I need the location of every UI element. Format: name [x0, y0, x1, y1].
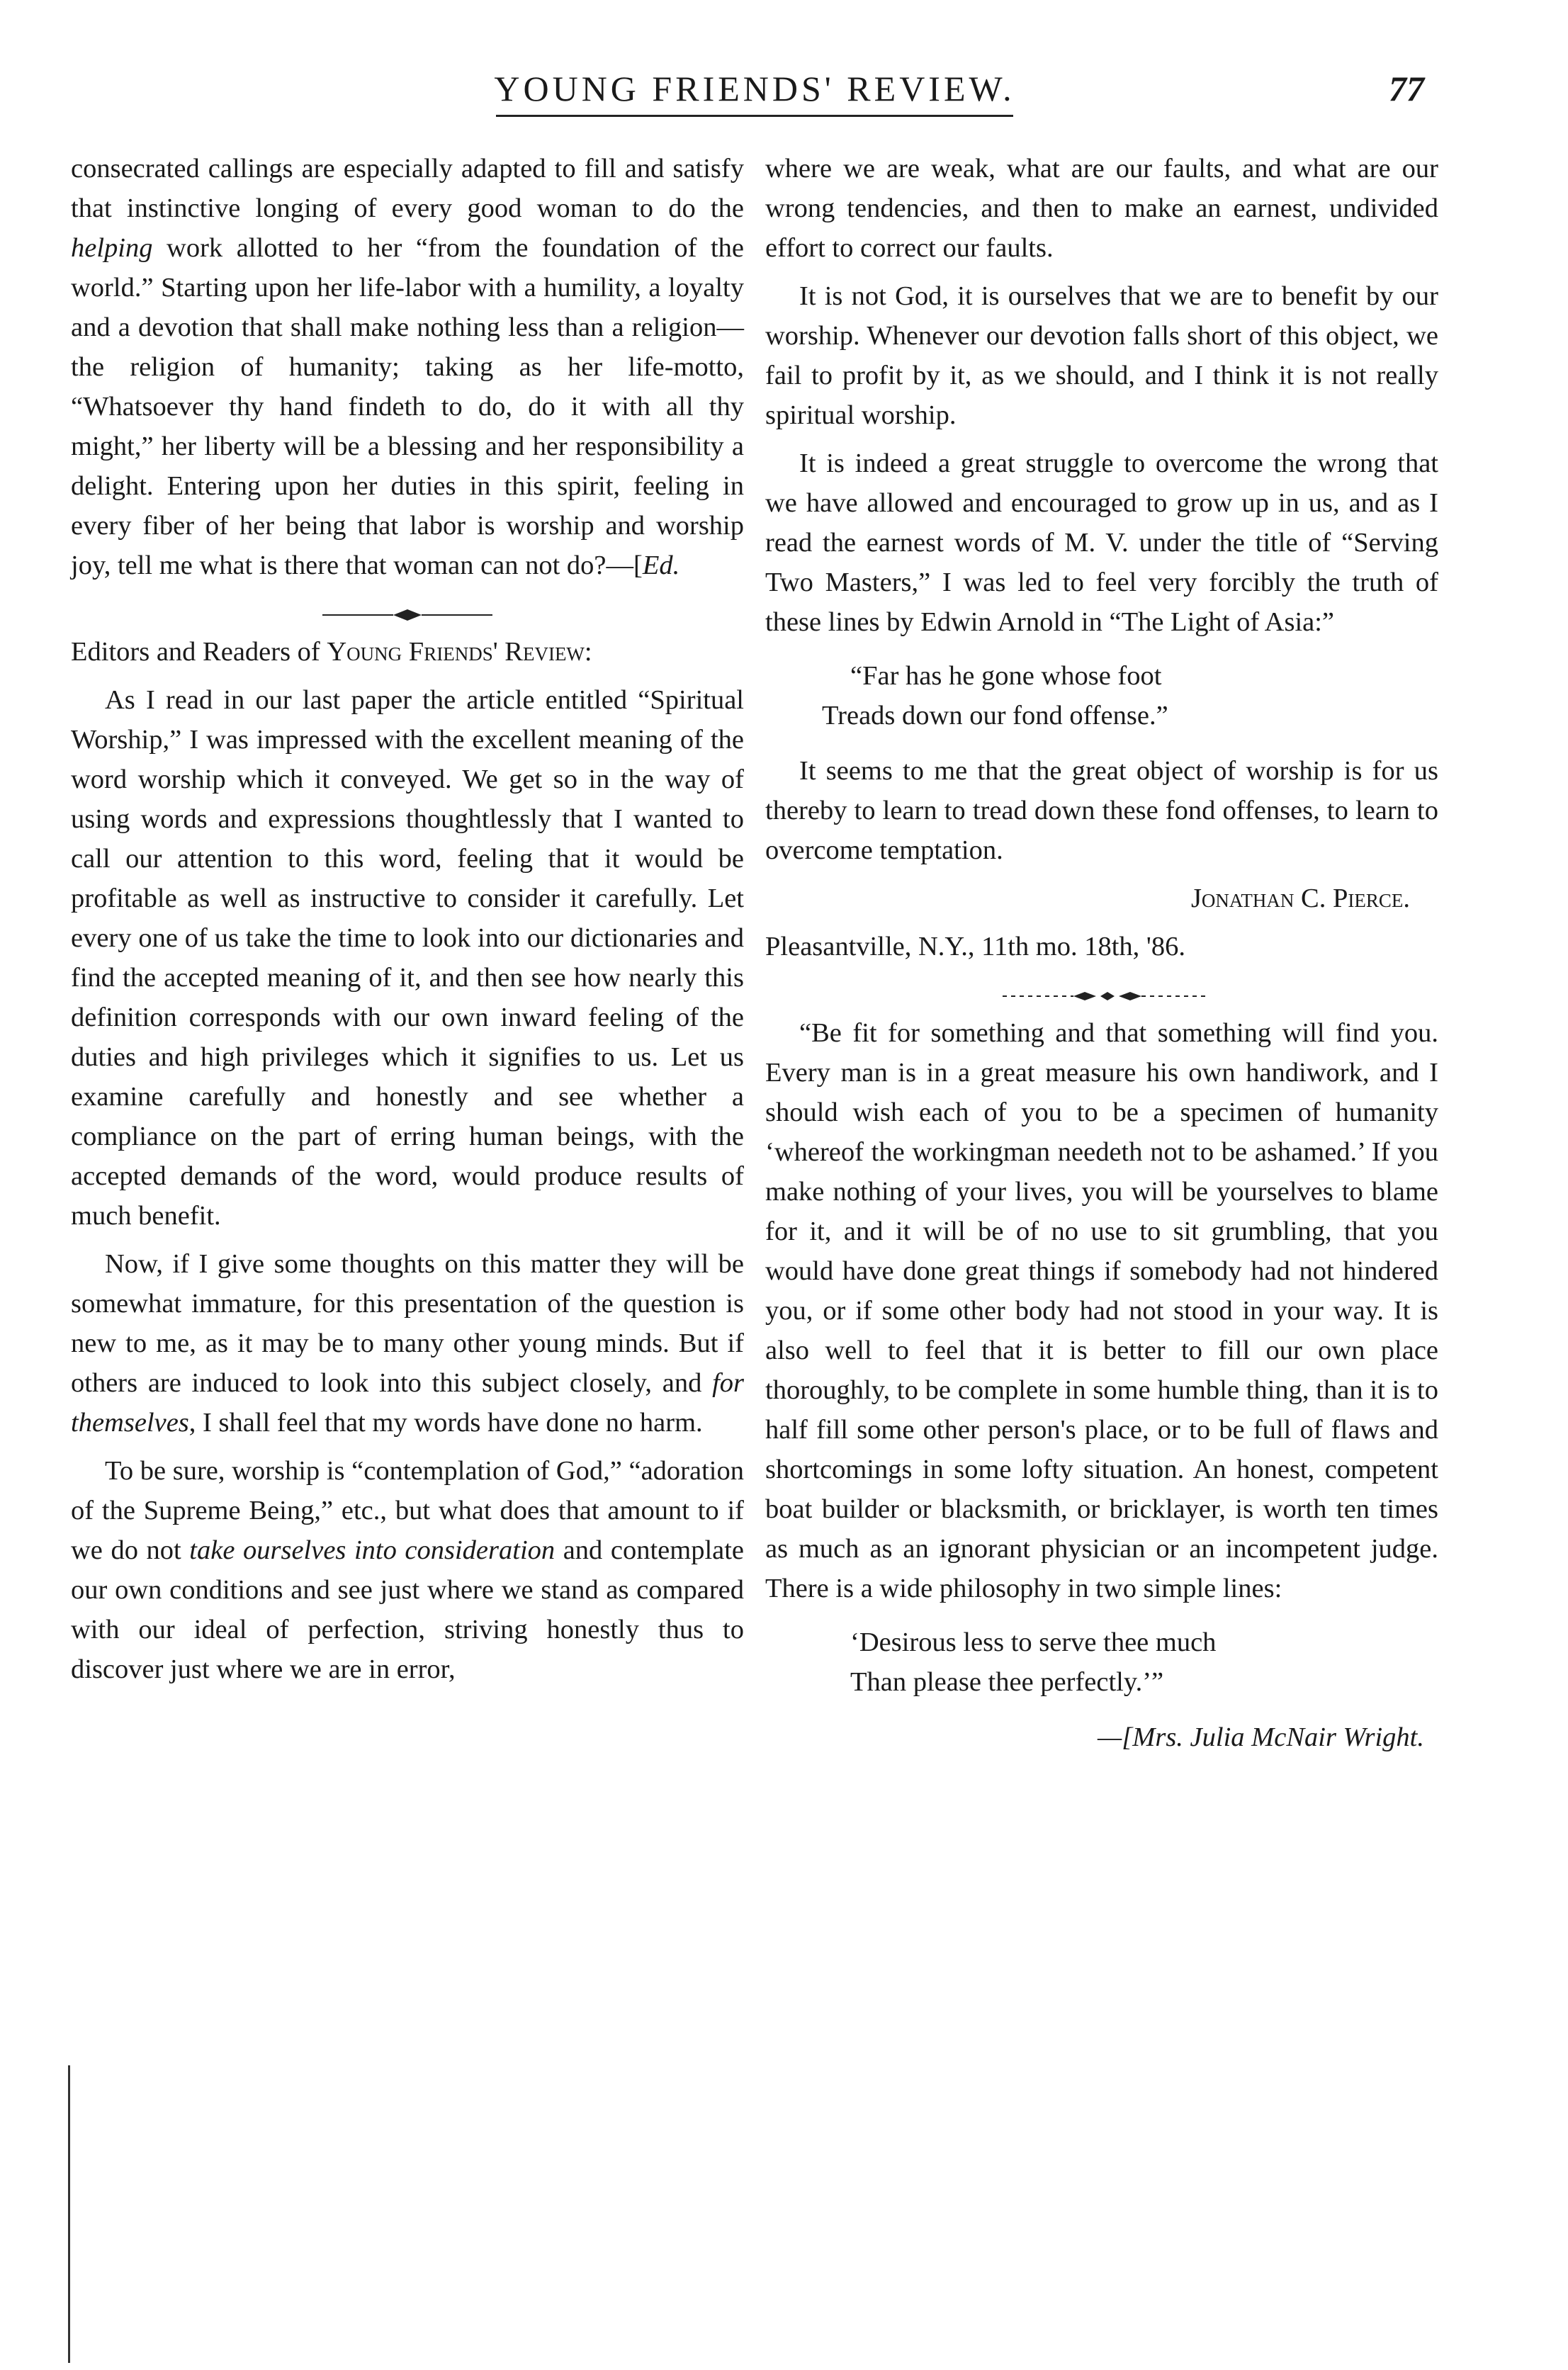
editorial-paragraph	[71, 149, 744, 585]
paragraph-emphasis: for themselves	[71, 1368, 744, 1438]
letter-paragraph: It is indeed a great struggle to overcome the wrong that we have allowed and encouraged to grow up in us, and as I read the earnest words of M. V. under the title of “Serving Two Masters,” I was led to feel very forcibly the truth of these lines by Edwin Arnold in “The Light of Asia:”	[765, 448, 1438, 637]
paragraph-text-start: To be sure, worship is “contemplation of God,” “adoration of the Supreme Being,” etc., but what does that amount to if we do not	[71, 1456, 744, 1565]
poem-line: Than please thee perfectly.’”	[850, 1667, 1164, 1697]
quotation-credit: —[Mrs. Julia McNair Wright.	[1098, 1722, 1424, 1752]
letter-salutation	[71, 632, 744, 672]
poem-line: ‘Desirous less to serve thee much	[850, 1627, 1217, 1657]
paragraph-text-end: and contemplate our own conditions and see just where we stand as compared with our ideal of perfection, striving honestly thus to discover just where we are in error,	[71, 1535, 745, 1684]
paragraph-text-end: , I shall feel that my words have done no harm.	[188, 1408, 703, 1438]
letter-paragraph: As I read in our last paper the article entitled “Spiritual Worship,” I was impressed with the excellent meaning of the word worship which it conveyed. We get so in the way of using words and expressions thoughtlessly that I wanted to call our attention to this word, feeling that it would be profitable as well as instructive to consider it carefully. Let every one of us take the time to look into our dictionaries and find the accepted meaning of it, and then see how nearly this definition corresponds with our own inward feeling of the duties and high privileges which it signifies to us. Let us examine carefully and honestly and see whether a compliance on the part of erring human beings, with the accepted demands of the word, would produce results of much benefit.	[71, 685, 744, 1231]
poem-line: “Far has he gone whose foot	[850, 661, 1162, 691]
page-header	[0, 68, 1568, 132]
letter-paragraph: where we are weak, what are our faults, and what are our wrong tendencies, and then to make an earnest, undivided effort to correct our faults.	[765, 154, 1438, 263]
section-divider-ornament	[765, 976, 1438, 998]
paragraph-text-start: Now, if I give some thoughts on this matter they will be somewhat immature, for this presentation of the question is new to me, as it may be to many other young minds. But if others are induced to look into this subject closely, and	[71, 1249, 744, 1398]
letter-paragraph	[71, 1244, 744, 1443]
poem-quotation	[822, 656, 1438, 735]
letter-paragraph: It is not God, it is ourselves that we are to benefit by our worship. Whenever our devotion falls short of this object, we fail to profit by it, as we should, and I think it is not really spiritual worship.	[765, 281, 1438, 430]
poem-line: Treads down our fond offense.”	[822, 701, 1168, 730]
letter-paragraph	[71, 1451, 744, 1689]
quotation-paragraph: “Be fit for something and that something will find you. Every man is in a great measure his own handiwork, and I should wish each of you to be a specimen of humanity ‘whereof the workingman needeth not to be ashamed.’ If you make nothing of your lives, you will be yourselves to blame for it, and it will be of no use to sit grumbling, that you would have done great things if somebody had not hindered you, or if some other body had not stood in your way. It is also well to feel that it is better to fill our own place thoroughly, to be complete in some humble thing, than it is to half fill some other person's place, or to be full of flaws and shortcomings in some lofty situation. An honest, competent boat builder or blacksmith, or bricklayer, is worth ten times as much as an ignorant physician or an incompetent judge. There is a wide philosophy in two simple lines:	[765, 1018, 1438, 1603]
editor-mark: Ed.	[642, 551, 680, 580]
letter-place-date: Pleasantville, N.Y., 11th mo. 18th, '86.	[765, 932, 1185, 961]
left-column	[71, 149, 744, 1698]
salutation-periodical-name: Young Friends' Review	[327, 637, 585, 667]
margin-rule	[68, 2065, 70, 2363]
poem-quotation	[850, 1623, 1438, 1702]
right-column	[765, 149, 1438, 1766]
editorial-text-start: consecrated callings are especially adapted to fill and satisfy that instinctive longing of every good woman to do the	[71, 154, 744, 223]
letter-paragraph: It seems to me that the great object of worship is for us thereby to learn to tread down these fond offenses, to learn to overcome temptation.	[765, 756, 1438, 865]
salutation-colon: :	[584, 637, 592, 667]
salutation-text: Editors and Readers of	[71, 637, 327, 667]
page-number: 77	[1389, 69, 1424, 108]
letter-signature: Jonathan C. Pierce.	[1190, 884, 1410, 913]
running-title: YOUNG FRIENDS' REVIEW.	[494, 69, 1015, 108]
editorial-emphasis: helping	[71, 233, 153, 263]
paragraph-emphasis: take ourselves into consideration	[189, 1535, 555, 1565]
editorial-text-end: work allotted to her “from the foundation of the world.” Starting upon her life-labor with a humility, a loyalty and a devotion that shall make nothing less than a religion—the religion of humanity; taking as her life-motto, “Whatsoever thy hand findeth to do, do it with all thy might,” her liberty will be a blessing and her responsibility a delight. Entering upon her duties in this spirit, feeling in every fiber of her being that labor is worship and worship joy, tell me what is there that woman can not do?—[	[71, 233, 744, 580]
section-divider-ornament	[71, 595, 744, 616]
header-rule	[496, 115, 1013, 117]
